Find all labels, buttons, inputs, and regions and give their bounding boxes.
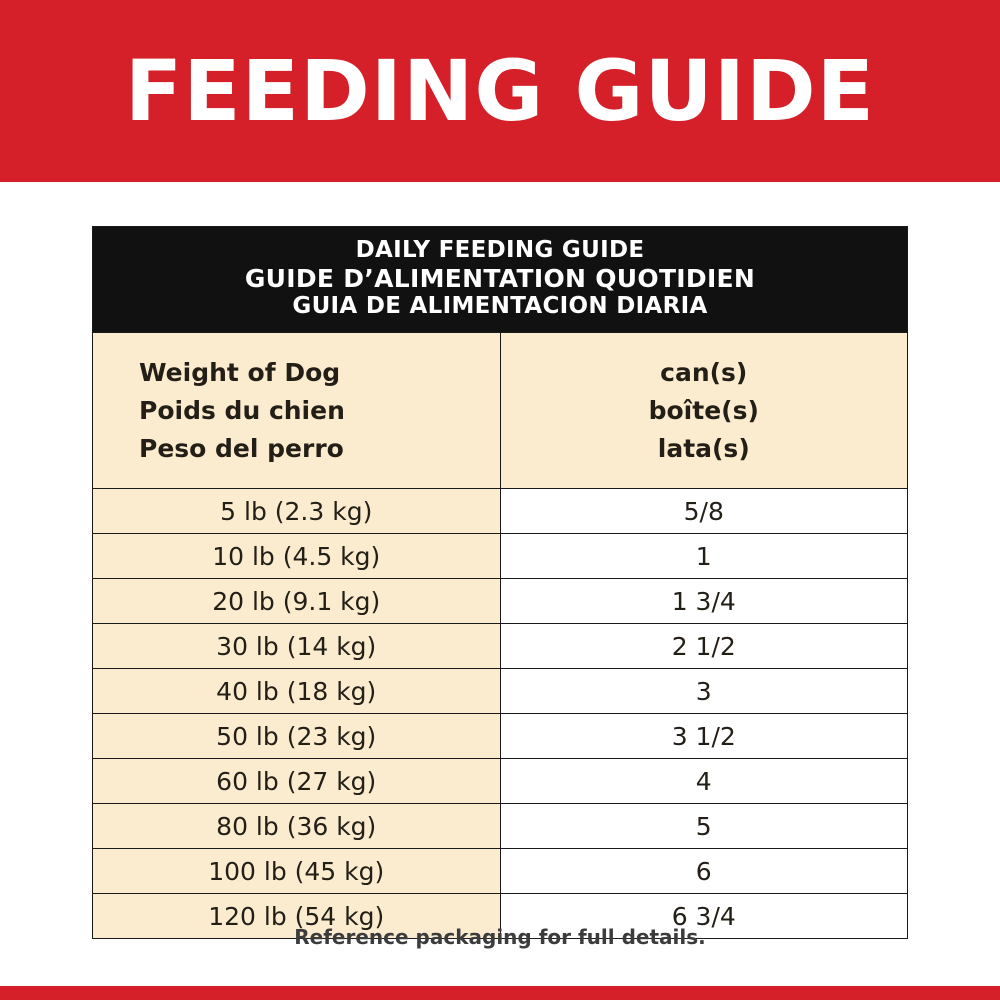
table-row <box>93 714 908 759</box>
cell-amount: 6 <box>500 849 908 894</box>
column-header-weight-en: Weight of Dog <box>139 357 341 387</box>
cell-amount: 1 3/4 <box>500 579 908 624</box>
cell-weight: 50 lb (23 kg) <box>93 714 501 759</box>
column-header-weight-fr: Poids du chien <box>139 395 345 425</box>
column-header-amount-en: can(s) <box>660 357 748 387</box>
table-row <box>93 624 908 669</box>
table-row <box>93 804 908 849</box>
column-header-weight <box>93 333 501 489</box>
table-header-title-en: DAILY FEEDING GUIDE <box>355 237 645 263</box>
table-header-title-fr: GUIDE D’ALIMENTATION QUOTIDIEN <box>244 263 756 293</box>
cell-weight: 60 lb (27 kg) <box>93 759 501 804</box>
cell-weight: 20 lb (9.1 kg) <box>93 579 501 624</box>
table-header-band-row <box>93 227 908 333</box>
table-header-title-es: GUIA DE ALIMENTACION DIARIA <box>292 293 708 320</box>
table-row <box>93 759 908 804</box>
column-header-amount-es: lata(s) <box>657 433 750 463</box>
column-header-amount-fr: boîte(s) <box>648 395 759 425</box>
cell-amount: 2 1/2 <box>500 624 908 669</box>
page-title: FEEDING GUIDE <box>124 42 876 140</box>
footnote-text: Reference packaging for full details. <box>294 925 706 949</box>
bottom-accent-bar <box>0 986 1000 1000</box>
cell-weight: 30 lb (14 kg) <box>93 624 501 669</box>
table-row <box>93 534 908 579</box>
cell-amount: 1 <box>500 534 908 579</box>
cell-amount: 5/8 <box>500 489 908 534</box>
table-row <box>93 489 908 534</box>
cell-weight: 10 lb (4.5 kg) <box>93 534 501 579</box>
daily-feeding-guide-table-container <box>92 226 908 939</box>
feeding-guide-banner <box>0 0 1000 182</box>
cell-amount: 4 <box>500 759 908 804</box>
table-header-band <box>93 227 908 333</box>
table-row <box>93 849 908 894</box>
cell-weight: 80 lb (36 kg) <box>93 804 501 849</box>
column-header-amount <box>500 333 908 489</box>
cell-amount: 3 <box>500 669 908 714</box>
daily-feeding-guide-table <box>92 226 908 939</box>
cell-amount: 6 3/4 <box>500 894 908 939</box>
column-header-weight-es: Peso del perro <box>139 433 344 463</box>
table-row <box>93 669 908 714</box>
cell-weight: 40 lb (18 kg) <box>93 669 501 714</box>
table-column-headers-row <box>93 333 908 489</box>
cell-amount: 3 1/2 <box>500 714 908 759</box>
cell-weight: 100 lb (45 kg) <box>93 849 501 894</box>
cell-amount: 5 <box>500 804 908 849</box>
cell-weight: 5 lb (2.3 kg) <box>93 489 501 534</box>
table-row <box>93 579 908 624</box>
cell-weight: 120 lb (54 kg) <box>93 894 501 939</box>
